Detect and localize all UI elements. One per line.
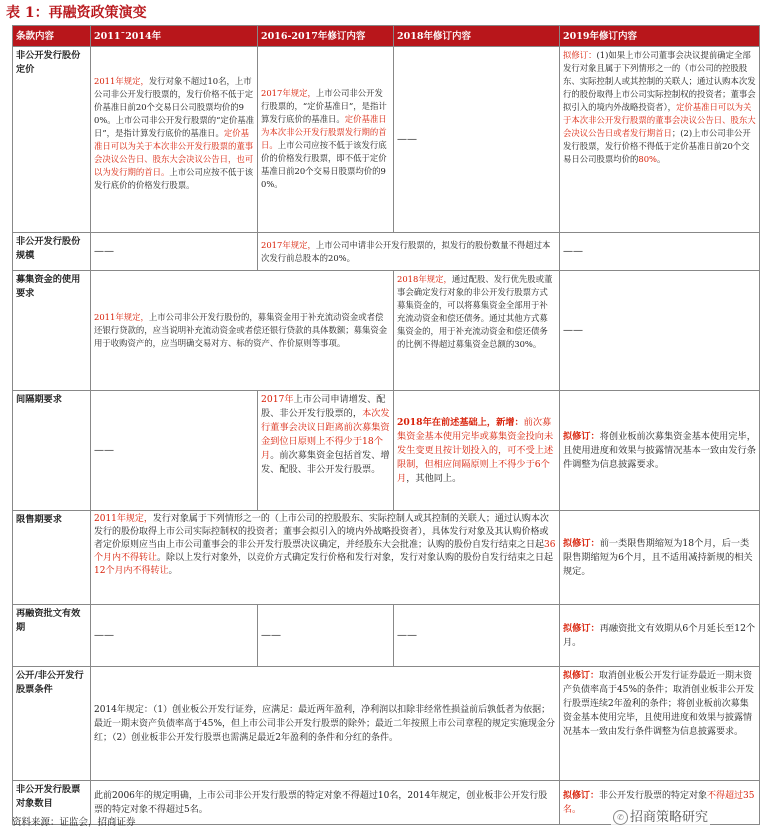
watermark-text: 招商策略研究 xyxy=(630,810,709,825)
highlight-text: 拟修订： xyxy=(563,430,600,442)
highlight-text: 2018年规定， xyxy=(397,274,452,284)
cell-funds-2011-2017 xyxy=(91,271,394,391)
highlight-text: 36个月内不得转让 xyxy=(94,540,556,563)
cell-text: 发行对象属于下列情形之一的（上市公司的控股股东、实际控制人或其控制的关联人；通过认购本次发行的股份取得上市公司实际控制权的投资者；董事会拟引入的境内外战略投资者），具体发行对象及其认购价格或者定价原则应当由上市公司董事会的非公开发行股票决议确定，并经股东大会批准；认购的股份自发行结束之日起 xyxy=(94,514,549,550)
highlight-text: 定价基准日为本次非公开发行股票发行期的首日。 xyxy=(261,114,387,150)
cell-text: 。 xyxy=(168,566,178,576)
cell-text: 。除以上发行对象外，以竞价方式确定发行价格和发行对象，发行对象认购的股份自发行结束之日起 xyxy=(157,553,554,563)
cell-interval-2016 xyxy=(258,391,394,511)
cell-approval-2011: —— xyxy=(91,605,258,667)
cell-scale-2019: —— xyxy=(560,233,760,271)
header-row xyxy=(13,26,760,47)
cell-scale-2016-2018 xyxy=(258,233,560,271)
highlight-text: 2017年 xyxy=(261,394,294,405)
highlight-text: 2017年规定， xyxy=(261,88,316,98)
highlight-text: 2011年规定， xyxy=(94,514,153,524)
cell-funds-2019: —— xyxy=(560,271,760,391)
source-note: 资料来源：证监会，招商证券 xyxy=(12,817,136,828)
highlight-text: 定价基准日可以为关于本次非公开发行股票的董事会决议公告日、股东大会决议公告日，也可以为发行期的首日。 xyxy=(94,128,254,177)
row-label: 募集资金的使用要求 xyxy=(13,271,91,391)
cell-text: 发行对象不超过10名，上市公司非公开发行股票的，发行价格不低于定价基准日前20个交易日公司股票均价的90%。上市公司非公开发行股票的“定价基准日”，是指计算发行底价的基准日。 xyxy=(94,76,254,138)
row-conditions xyxy=(13,667,760,781)
highlight-text: 2018年在前述基础上，新增： xyxy=(397,416,524,428)
cell-funds-2018 xyxy=(394,271,560,391)
table-title: 表 1：再融资政策演变 xyxy=(6,5,147,21)
row-approval xyxy=(13,605,760,667)
cell-text: 上市公司非公开发行股票的，“定价基准日”，是指计算发行底价的基准日。 xyxy=(261,88,387,124)
row-label: 公开/非公开发行股票条件 xyxy=(13,667,91,781)
cell-text: ，其他同上。 xyxy=(406,472,462,484)
cell-text: 再融资批文有效期从6个月延长至12个月。 xyxy=(563,622,756,648)
highlight-text: 前次募集资金基本使用完毕或募集资金投向未发生变更且按计划投入的，可不受上述限制，但相应间隔原则上不得少于6个月 xyxy=(397,416,554,484)
wechat-icon: ✆ xyxy=(613,810,628,825)
cell-pricing-2016 xyxy=(258,47,394,233)
highlight-text: 本次发行董事会决议日距离前次募集资金到位日原则上不得少于18个月 xyxy=(261,408,390,461)
header-2016: 2016-2017年修订内容 xyxy=(258,26,394,47)
cell-text: 将创业板前次募集资金基本使用完毕，且使用进度和效果与披露情况基本一致由发行条件调整为信息披露要求。 xyxy=(563,430,756,470)
highlight-text: 不得超过35名。 xyxy=(563,790,755,815)
row-label: 非公开发行股份规模 xyxy=(13,233,91,271)
cell-text: 。前次募集资金包括首发、增发、配股、非公开发行股票。 xyxy=(261,450,390,475)
cell-conditions-2011-2018 xyxy=(91,667,560,781)
cell-conditions-2019 xyxy=(560,667,760,781)
cell-scale-2011: —— xyxy=(91,233,258,271)
header-2019: 2019年修订内容 xyxy=(560,26,760,47)
cell-text: 上市公司申请非公开发行股票的，拟发行的股份数量不得超过本次发行前总股本的20%。 xyxy=(261,239,551,263)
cell-interval-2018 xyxy=(394,391,560,511)
cell-interval-2011: —— xyxy=(91,391,258,511)
highlight-text: 2011年规定， xyxy=(94,76,149,86)
highlight-text: 2011年规定， xyxy=(94,312,149,322)
highlight-text: 2017年规定， xyxy=(261,239,316,250)
policy-table xyxy=(12,25,760,825)
cell-text: 此前2006年的规定明确，上市公司非公开发行股票的特定对象不得超过10名，2014年规定，创业板非公开发行股票的特定对象不得超过5名。 xyxy=(94,790,548,815)
cell-approval-2019 xyxy=(560,605,760,667)
cell-pricing-2018: —— xyxy=(394,47,560,233)
row-label: 间隔期要求 xyxy=(13,391,91,511)
highlight-text: 定价基准日可以为关于本次非公开发行股票的董事会决议公告日、股东大会决议公告日或者发行期首日 xyxy=(563,102,756,138)
row-label: 非公开发行股份定价 xyxy=(13,47,91,233)
row-label: 限售期要求 xyxy=(13,511,91,605)
row-funds xyxy=(13,271,760,391)
highlight-text: 拟修订： xyxy=(563,671,600,681)
cell-text: 上市公司应按不低于该发行底价的价格发行股票。 xyxy=(94,167,254,190)
header-clause: 条款内容 xyxy=(13,26,91,47)
highlight-text: 12个月内不得转让 xyxy=(94,566,169,576)
cell-text: 上市公司申请增发、配股、非公开发行股票的， xyxy=(261,394,386,419)
cell-text: 2014年规定：（1）创业板公开发行证券，应满足：最近两年盈利，净利润以扣除非经常性损益前后孰低者为依据；最近一期末资产负债率高于45%，但上市公司非公开发行股票的除外；最近二年按照上市公司章程的规定实施现金分红；（2）创业板非公开发行股票也需满足最近2年盈利的条件和分红的条件。 xyxy=(94,704,556,743)
cell-text: 非公开发行股票的特定对象 xyxy=(599,790,708,801)
cell-count-2011-2018 xyxy=(91,781,560,825)
highlight-text: 拟修订： xyxy=(563,622,600,634)
cell-text: 取消创业板公开发行证券最近一期末资产负债率高于45%的条件；取消创业板非公开发行股票连续2年盈利的条件；将创业板前次募集资金基本使用完毕，且使用进度和效果与披露情况基本一致由发行条件调整为信息披露要求。 xyxy=(563,671,755,737)
highlight-text: 拟修订： xyxy=(563,537,600,549)
cell-pricing-2019 xyxy=(560,47,760,233)
row-interval xyxy=(13,391,760,511)
cell-interval-2019 xyxy=(560,391,760,511)
cell-text: 上市公司应按不低于该发行底价的价格发行股票，即不低于定价基准日前20个交易日股票均价的90%。 xyxy=(261,140,387,189)
cell-text: 上市公司非公开发行股份的，募集资金用于补充流动资金或者偿还银行贷款的，应当说明补充流动资金或者偿还银行贷款的具体数额；募集资金用于收购资产的，应当明确交易对方、标的资产、作价原则等事项。 xyxy=(94,312,388,348)
cell-text: 前一类限售期缩短为18个月，后一类限售期缩短为6个月，且不适用减持新规的相关规定。 xyxy=(563,537,753,577)
cell-approval-2016: —— xyxy=(258,605,394,667)
highlight-text: 80% xyxy=(638,154,657,164)
cell-text: 通过配股、发行优先股或董事会确定发行对象的非公开发行股票方式募集资金的，可以将募集资金全部用于补充流动资金和偿还债务。通过其他方式募集资金的，用于补充流动资金和偿还债务的比例不得超过募集资金总额的30%。 xyxy=(397,274,553,349)
cell-pricing-2011 xyxy=(91,47,258,233)
row-pricing xyxy=(13,47,760,233)
cell-lockup-2019 xyxy=(560,511,760,605)
cell-text: 。 xyxy=(657,154,666,164)
watermark xyxy=(611,806,710,825)
highlight-text: 拟修订： xyxy=(563,790,600,801)
cell-lockup-2011-2018 xyxy=(91,511,560,605)
cell-text: ；(2)上市公司非公开发行股票，发行价格不得低于定价基准日前20个交易日公司股票均价的 xyxy=(563,128,751,164)
row-label: 非公开发行股票对象数目 xyxy=(13,781,91,825)
header-2011: 2011¯2014年 xyxy=(91,26,258,47)
header-2018: 2018年修订内容 xyxy=(394,26,560,47)
cell-text: (1)如果上市公司董事会决议提前确定全部发行对象且属于下列情形之一的（市公司的控股股东、实际控制人或其控制的关联人；通过认购本次发行的股份取得上市公司实际控制权的投资者；董事会拟引入的境内外战略投资者）， xyxy=(563,50,756,112)
row-scale xyxy=(13,233,760,271)
highlight-text: 拟修订： xyxy=(563,50,597,60)
cell-approval-2018: —— xyxy=(394,605,560,667)
row-label: 再融资批文有效期 xyxy=(13,605,91,667)
row-lockup xyxy=(13,511,760,605)
